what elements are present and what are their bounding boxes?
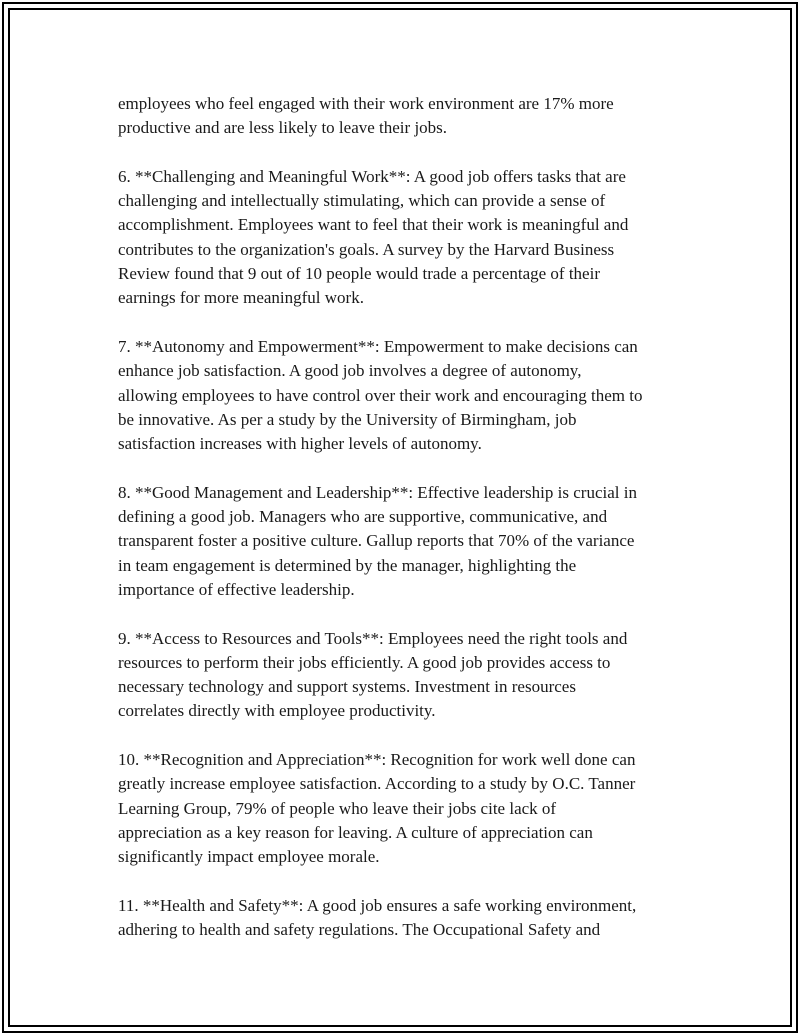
paragraph-health-safety: 11. **Health and Safety**: A good job ensures a safe working environment, adhering to health and safety regulations. The Occupational Safety and (118, 895, 637, 940)
paragraph-management-leadership: 8. **Good Management and Leadership**: Effective leadership is crucial in defining a good job. Managers who are supportive, communicative, and transparent foster a positive culture. Gallup reports that 70% of the variance in team engagement is determined by the manager, highlighting the importance of effective leadership. (118, 482, 637, 599)
document-body (118, 92, 700, 967)
paragraph-challenging-meaningful-work: 6. **Challenging and Meaningful Work**: A good job offers tasks that are challenging and intellectually stimulating, which can provide a sense of accomplishment. Employees want to feel that their work is meaningful and contributes to the organization's goals. A survey by the Harvard Business Review found that 9 out of 10 people would trade a percentage of their earnings for more meaningful work. (118, 166, 629, 308)
paragraph-resources-tools: 9. **Access to Resources and Tools**: Employees need the right tools and resources to perform their jobs efficiently. A good job provides access to necessary technology and support systems. Investment in resources correlates directly with employee productivity. (118, 628, 628, 721)
paragraph-autonomy-empowerment: 7. **Autonomy and Empowerment**: Empowerment to make decisions can enhance job satisfaction. A good job involves a degree of autonomy, allowing employees to have control over their work and encouraging them to be innovative. As per a study by the University of Birmingham, job satisfaction increases with higher levels of autonomy. (118, 336, 643, 454)
paragraph-engagement-continuation: employees who feel engaged with their work environment are 17% more productive and are less likely to leave their jobs. (118, 94, 614, 138)
paragraph-recognition-appreciation: 10. **Recognition and Appreciation**: Recognition for work well done can greatly increase employee satisfaction. According to a study by O.C. Tanner Learning Group, 79% of people who leave their jobs cite lack of appreciation as a key reason for leaving. A culture of appreciation can significantly impact employee morale. (118, 750, 636, 867)
